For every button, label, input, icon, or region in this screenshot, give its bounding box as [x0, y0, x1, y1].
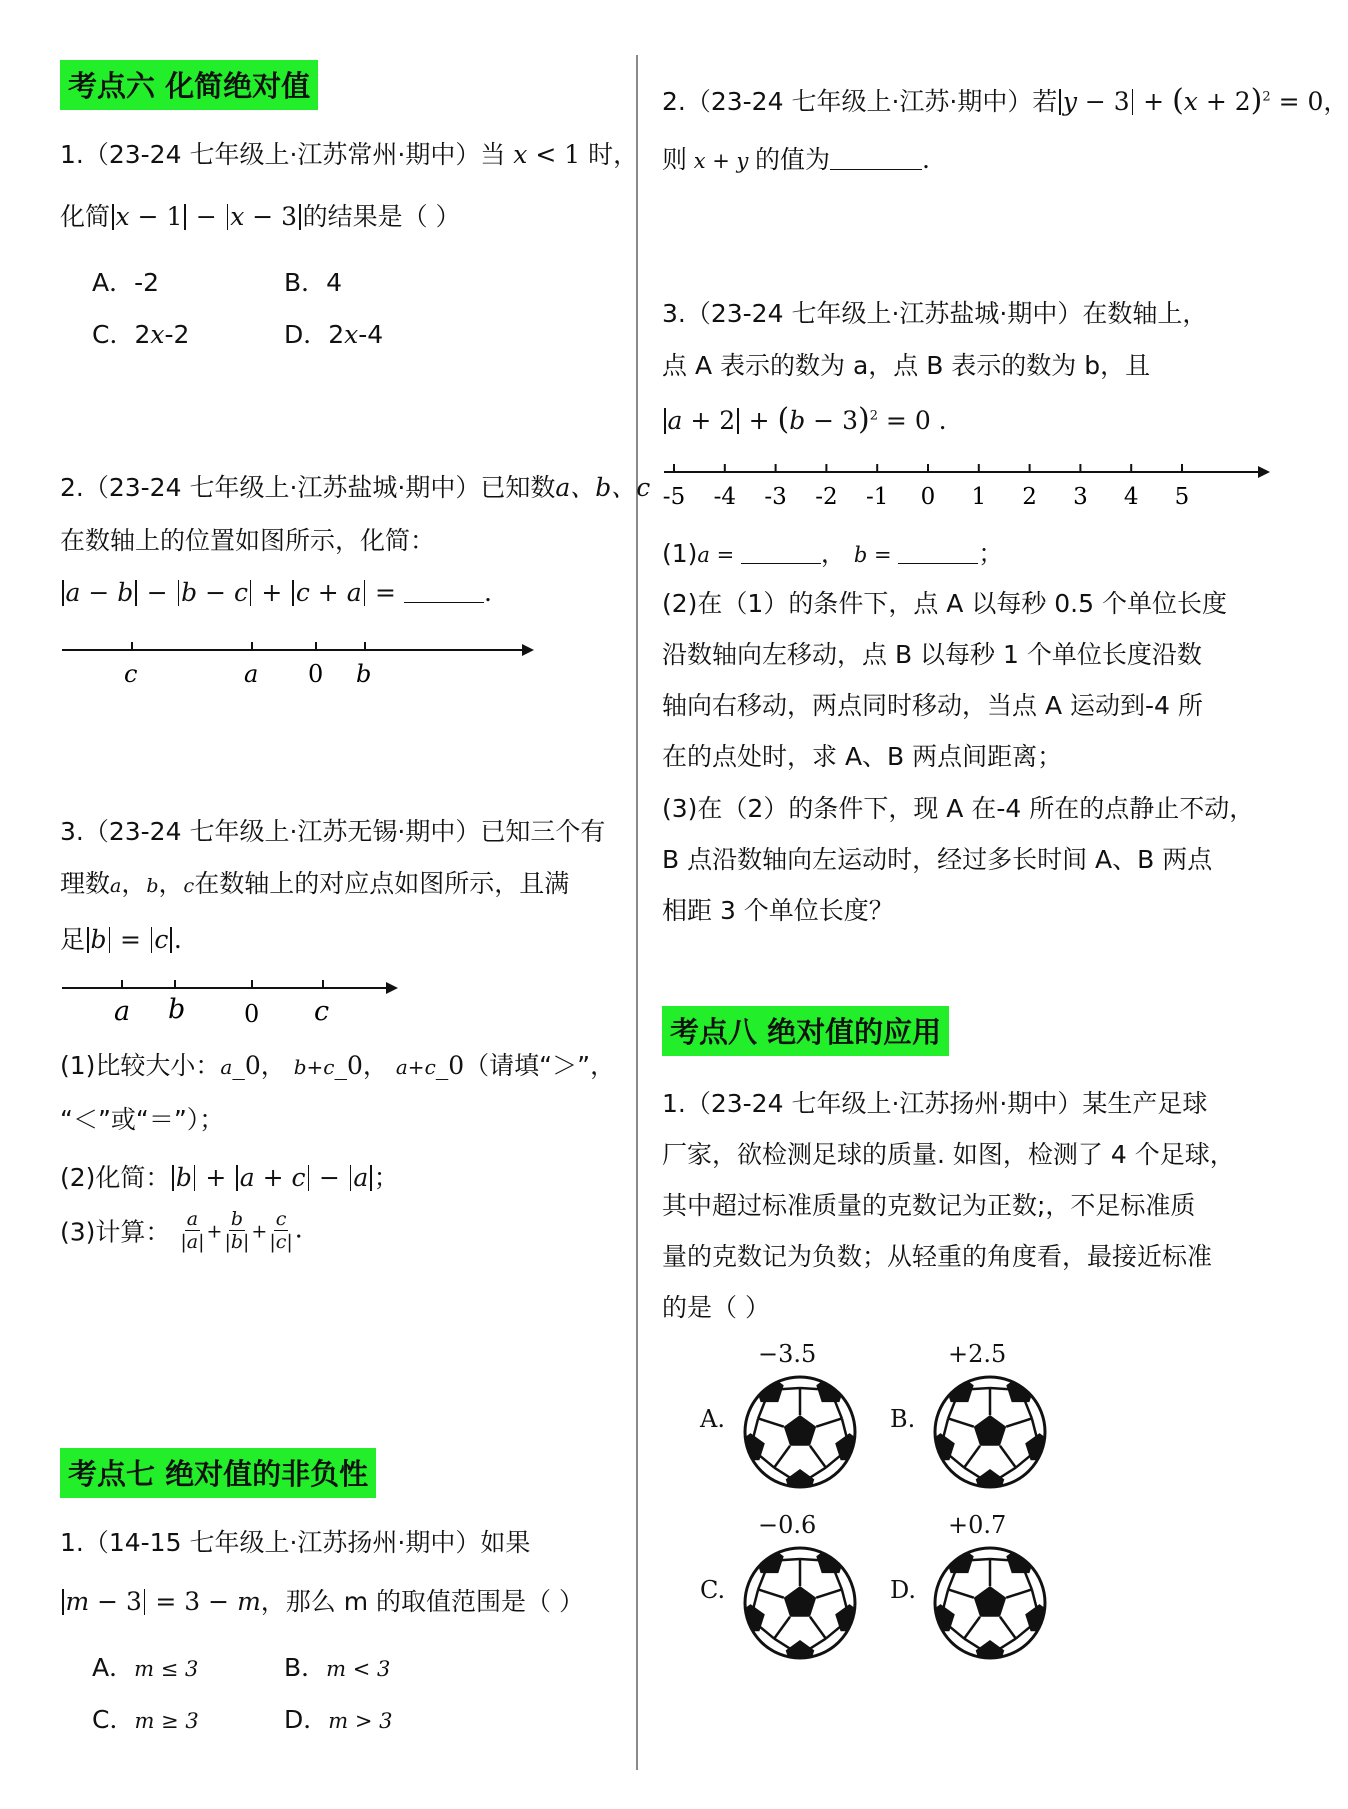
s6-q2-label-b: b	[356, 660, 372, 688]
s6-q1-line2-post: 的结果是（ ）	[302, 202, 461, 231]
r-q3-part2-l4: 在的点处时，求 A、B 两点间距离；	[662, 742, 1063, 771]
s6-q1-x: x	[513, 140, 528, 169]
s8-q1-line5: 的是（ ）	[662, 1293, 770, 1322]
s6-q3-line2: 理数a，b，c在数轴上的对应点如图所示，且满	[60, 869, 570, 898]
s6-q1-post: 时，	[588, 140, 639, 169]
s8-q1-line1: 1.（23-24 七年级上·江苏扬州·期中）某生产足球	[662, 1089, 1208, 1118]
ball-d-value: +0.7	[948, 1511, 1007, 1539]
s7-q1-option-a-math: m ≤ 3	[134, 1657, 199, 1681]
soccer-ball-c-icon	[740, 1543, 860, 1663]
s6-q1-option-c-tail: -2	[164, 320, 190, 349]
r-q3-line3: $a + 2 + (b - 3)^2 = 0$ .	[662, 402, 947, 437]
ball-c-value: −0.6	[758, 1511, 817, 1539]
r-q3-part3-l2: B 点沿数轴向左运动时，经过多长时间 A、B 两点	[662, 845, 1213, 874]
r-q2-pre: 2.（23-24 七年级上·江苏·期中）若	[662, 87, 1058, 116]
r-q3-ticks	[663, 464, 1190, 510]
s6-q3-part2: (2)化简： b + a + c − a ；	[60, 1163, 399, 1192]
s6-q1-line1	[60, 135, 638, 171]
s6-q2-line1	[60, 468, 650, 504]
column-divider	[636, 55, 638, 1770]
s6-q2-number-line	[60, 630, 540, 690]
s7-q1-option-a-label: A．	[92, 1653, 135, 1682]
s7-q1-option-b	[284, 1648, 390, 1684]
s6-q3-part1-line2: “＜”或“＝”）；	[60, 1105, 225, 1134]
s6-q3-label-a: a	[114, 996, 131, 1027]
s6-q3-part3-label: (3)计算：	[60, 1217, 171, 1247]
s6-q2-label-c: c	[124, 660, 138, 688]
s6-q3-part1-pre: (1)比较大小：	[60, 1051, 221, 1080]
s6-q3-line1: 3.（23-24 七年级上·江苏无锡·期中）已知三个有	[60, 817, 606, 846]
r-q3-line2: 点 A 表示的数为 a，点 B 表示的数为 b，且	[662, 351, 1151, 380]
ball-b-value: +2.5	[948, 1340, 1007, 1368]
section-heading-s8: 考点八 绝对值的应用	[662, 1006, 949, 1056]
s6-q1-lt1: < 1	[535, 140, 581, 169]
ball-a-letter: A.	[700, 1405, 725, 1433]
r-q3-part1: (1)a = ， b = ；	[662, 539, 1004, 568]
number-line-tick-label: -1	[865, 484, 889, 510]
s7-q1-line1: 1.（14-15 七年级上·江苏扬州·期中）如果	[60, 1528, 531, 1557]
number-line-tick-label: 4	[1123, 484, 1139, 510]
soccer-ball-a-icon	[740, 1372, 860, 1492]
number-line-tick-label: -3	[764, 484, 787, 510]
s8-q1-line2: 厂家，欲检测足球的质量. 如图，检测了 4 个足球，	[662, 1140, 1235, 1169]
s6-q2-expression: a − b − b − c + c + a = .	[60, 578, 492, 607]
section-heading-s7: 考点七 绝对值的非负性	[60, 1448, 376, 1498]
s7-q1-option-b-math: m < 3	[326, 1657, 391, 1681]
ball-b-letter: B.	[890, 1405, 916, 1433]
s6-q2-label-0: 0	[308, 660, 324, 688]
s6-q1-option-a: A．-2	[92, 268, 160, 297]
number-line-tick-label: -4	[713, 484, 737, 510]
s6-q1-option-c-label: C．2	[92, 320, 151, 349]
s6-q2-label-a: a	[244, 660, 259, 688]
s6-q1-option-b: B．4	[284, 268, 343, 297]
s7-q1-option-c-label: C．	[92, 1705, 135, 1734]
s7-q1-line2: m − 3 = 3 − m，那么 m 的取值范围是（ ）	[60, 1582, 584, 1618]
s7-q1-option-d-label: D．	[284, 1705, 329, 1734]
s7-q1-option-b-label: B．	[284, 1653, 327, 1682]
s7-q1-option-d-math: m > 3	[328, 1709, 393, 1733]
section-heading-s6: 考点六 化简绝对值	[60, 60, 318, 110]
r-q3-part2-l1: (2)在（1）的条件下，点 A 以每秒 0.5 个单位长度	[662, 589, 1227, 618]
r-q2-line2: 则 x + y 的值为 .	[662, 145, 930, 174]
s6-q3-line2-pre: 理数	[60, 869, 111, 898]
r-q3-number-line	[662, 458, 1274, 518]
ball-a-value: −3.5	[758, 1340, 817, 1368]
r-q3-part3-l3: 相距 3 个单位长度？	[662, 896, 894, 925]
s6-q1-option-c: C．2x-2	[92, 320, 190, 349]
s6-q1-line2-pre: 化简	[60, 202, 111, 231]
ball-d-letter: D.	[890, 1576, 917, 1604]
s6-q3-label-b: b	[168, 994, 186, 1025]
s6-q3-label-0: 0	[244, 1000, 260, 1028]
s6-q1-option-d-tail: -4	[358, 320, 384, 349]
r-q2-line1: 2.（23-24 七年级上·江苏·期中）若 $y - 3 + (x + 2)^2 = 0$，	[662, 83, 1348, 118]
s7-q1-option-c	[92, 1700, 199, 1736]
s6-q3-number-line	[60, 968, 420, 1028]
s6-q3-line2-post: 在数轴上的对应点如图所示，且满	[194, 869, 570, 898]
r-q2-line2-pre: 则	[662, 145, 688, 174]
s6-q3-line3: 足 b = c .	[60, 925, 182, 954]
number-line-tick-label: 5	[1174, 484, 1190, 510]
s6-q1-line2: 化简 x − 1 − x − 3 的结果是（ ）	[60, 202, 461, 231]
number-line-tick-label: 3	[1073, 484, 1088, 510]
s6-q2-pre: 2.（23-24 七年级上·江苏盐城·期中）已知数	[60, 473, 556, 502]
r-q3-part3-l1: (3)在（2）的条件下，现 A 在-4 所在的点静止不动，	[662, 794, 1255, 823]
s8-q1-line3: 其中超过标准质量的克数记为正数;，不足标准质	[662, 1191, 1196, 1220]
number-line-tick-label: 1	[971, 484, 987, 510]
s7-q1-option-c-math: m ≥ 3	[134, 1709, 199, 1733]
s6-q1-option-d-label: D．2	[284, 320, 345, 349]
s6-q1-pre: 1.（23-24 七年级上·江苏常州·期中）当	[60, 140, 506, 169]
s6-q1-option-d: D．2x-4	[284, 320, 384, 349]
soccer-ball-b-icon	[930, 1372, 1050, 1492]
s6-q2-vars: a、b、c	[555, 473, 651, 502]
soccer-ball-d-icon	[930, 1543, 1050, 1663]
s7-q1-option-a	[92, 1648, 198, 1684]
r-q3-line1: 3.（23-24 七年级上·江苏盐城·期中）在数轴上，	[662, 299, 1208, 328]
r-q3-part2-l2: 沿数轴向左移动，点 B 以每秒 1 个单位长度沿数	[662, 640, 1202, 669]
s7-q1-option-d	[284, 1700, 393, 1736]
ball-c-letter: C.	[700, 1576, 726, 1604]
number-line-tick-label: -2	[815, 484, 838, 510]
s6-q3-part2-label: (2)化简：	[60, 1163, 171, 1192]
number-line-tick-label: 0	[920, 484, 936, 510]
number-line-tick-label: -5	[662, 484, 686, 510]
s8-q1-line4: 量的克数记为负数；从轻重的角度看，最接近标准	[662, 1242, 1213, 1271]
s7-q1-line2-post: ，那么 m 的取值范围是（ ）	[260, 1587, 584, 1616]
number-line-tick-label: 2	[1022, 484, 1037, 510]
s6-q3-label-c: c	[314, 996, 330, 1027]
s6-q3-line3-pre: 足	[60, 925, 86, 954]
r-q3-part2-l3: 轴向右移动，两点同时移动，当点 A 运动到-4 所	[662, 691, 1203, 720]
s6-q3-part1: (1)比较大小：a_0， b+c_0， a+c_0（请填“＞”，	[60, 1051, 616, 1080]
s6-q3-part1-post: （请填“＞”，	[464, 1051, 616, 1080]
r-q2-line2-post: 的值为	[755, 145, 831, 174]
r-q3-part1-label: (1)	[662, 539, 698, 568]
s6-q2-line2: 在数轴上的位置如图所示，化简：	[60, 526, 436, 555]
s6-q3-part3: (3)计算： $\frac{a}{|a|}$ + $\frac{b}{|b|}$ + $\frac{c}{|c|}$ .	[60, 1208, 303, 1253]
